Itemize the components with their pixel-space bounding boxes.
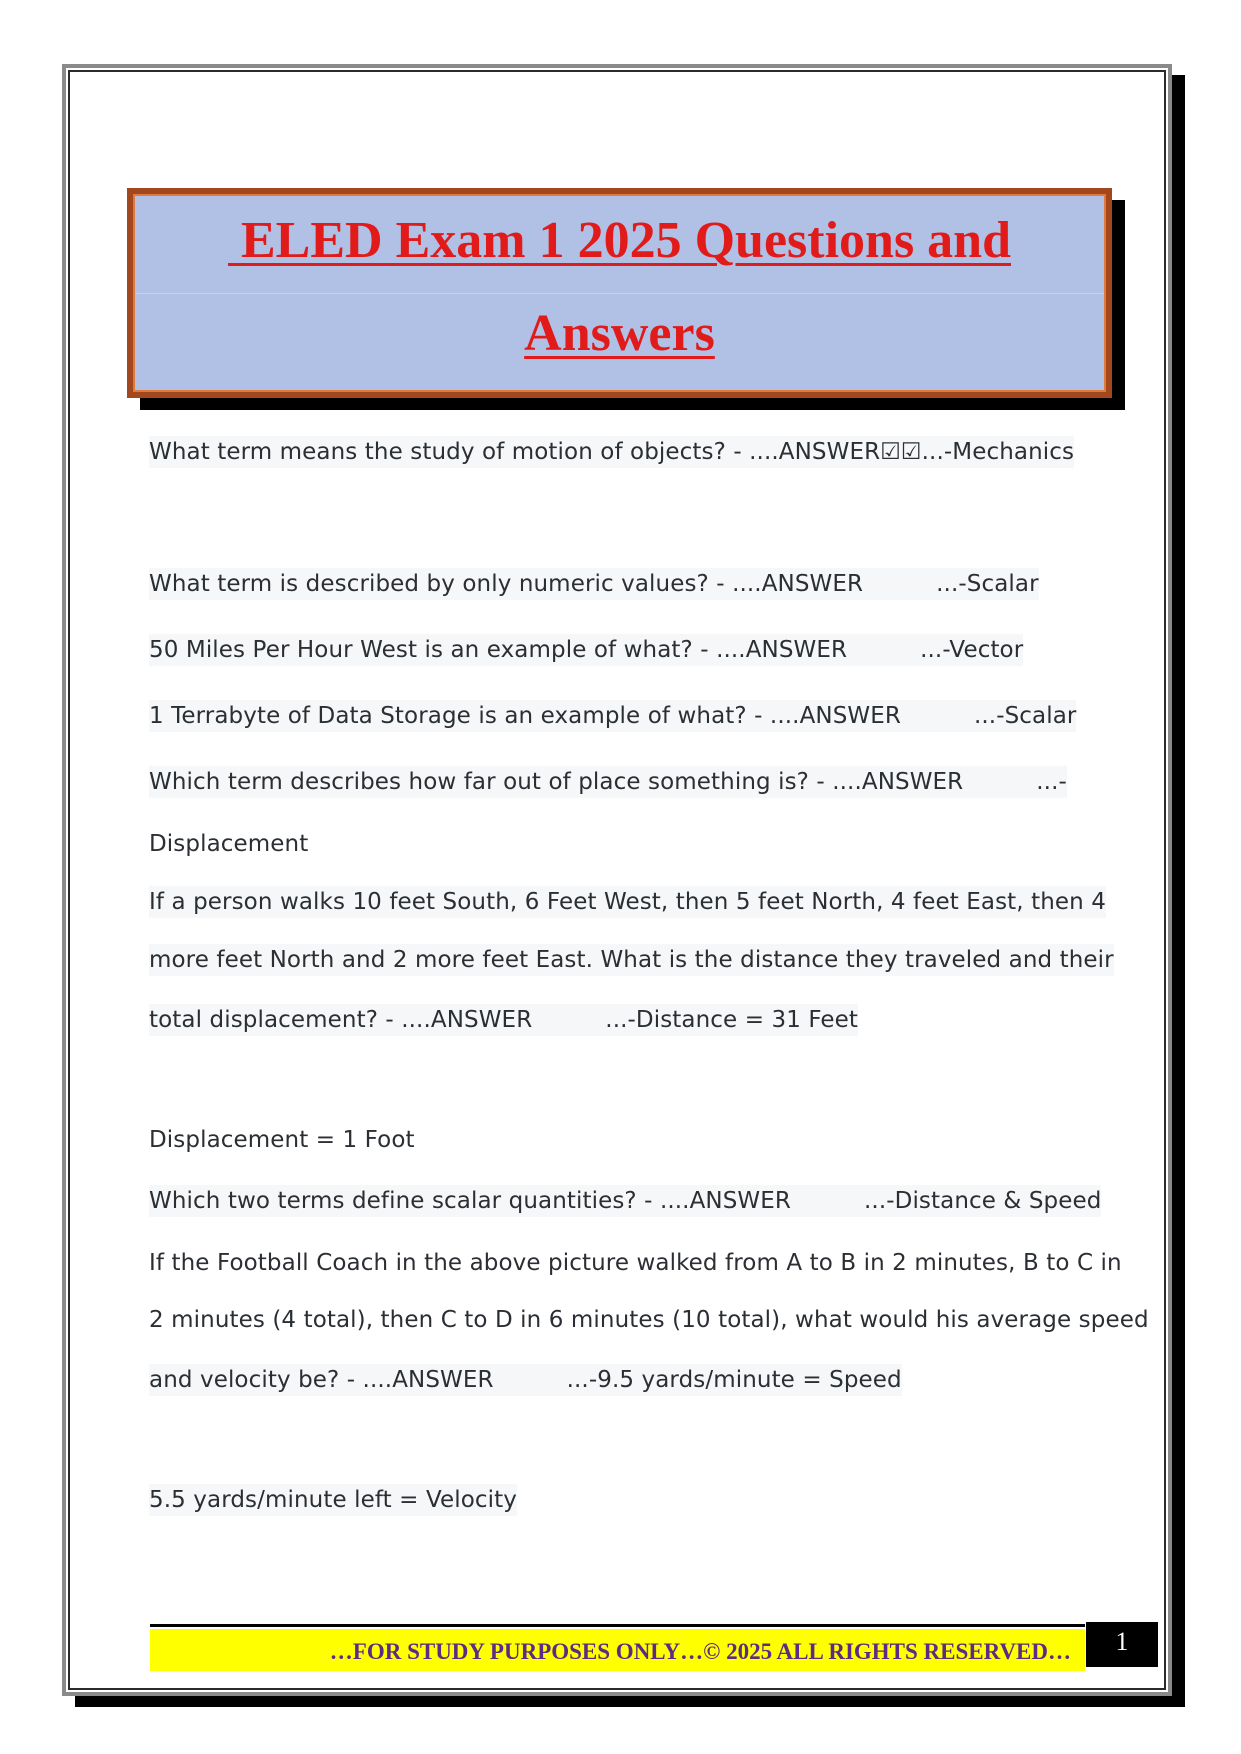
qa-line-3: 50 Miles Per Hour West is an example of what? - ....ANSWER ...-Vector [149, 634, 1023, 666]
title-line-1: ELED Exam 1 2025 Questions and [227, 212, 1012, 269]
qa-line-4: 1 Terrabyte of Data Storage is an example of what? - ....ANSWER ...-Scalar [149, 700, 1076, 732]
document-title [127, 188, 1112, 398]
qa-line-1: What term means the study of motion of objects? - ....ANSWER☑☑...-Mechanics [149, 436, 1074, 468]
qa-line-11: Which two terms define scalar quantities? - ....ANSWER ...-Distance & Speed [149, 1185, 1101, 1217]
qa-line-5: Which term describes how far out of place something is? - ....ANSWER ...- [149, 766, 1067, 798]
qa-line-9: total displacement? - ....ANSWER ...-Distance = 31 Feet [149, 1004, 858, 1036]
check-mark-icon: ☑☑ [880, 439, 922, 465]
qa-line-2: What term is described by only numeric values? - ....ANSWER ...-Scalar [149, 568, 1039, 600]
qa-line-15: 5.5 yards/minute left = Velocity [149, 1484, 517, 1516]
qa-line-10: Displacement = 1 Foot [149, 1127, 415, 1153]
qa-line-13: 2 minutes (4 total), then C to D in 6 minutes (10 total), what would his average speed [149, 1307, 1149, 1333]
page-number: 1 [1115, 1627, 1129, 1656]
qa-line-8: more feet North and 2 more feet East. What is the distance they traveled and their [149, 944, 1114, 976]
footer-notice: …FOR STUDY PURPOSES ONLY…© 2025 ALL RIGHTS RESERVED… [329, 1639, 1071, 1664]
qa-line-7: If a person walks 10 feet South, 6 Feet West, then 5 feet North, 4 feet East, then 4 [149, 886, 1106, 918]
footer-rule [150, 1624, 1085, 1627]
title-line-2: Answers [524, 305, 715, 362]
qa-line-12: If the Football Coach in the above picture walked from A to B in 2 minutes, B to C in [149, 1250, 1122, 1276]
qa-line-14: and velocity be? - ....ANSWER ...-9.5 yards/minute = Speed [149, 1364, 902, 1396]
qa-line-6: Displacement [149, 831, 309, 857]
